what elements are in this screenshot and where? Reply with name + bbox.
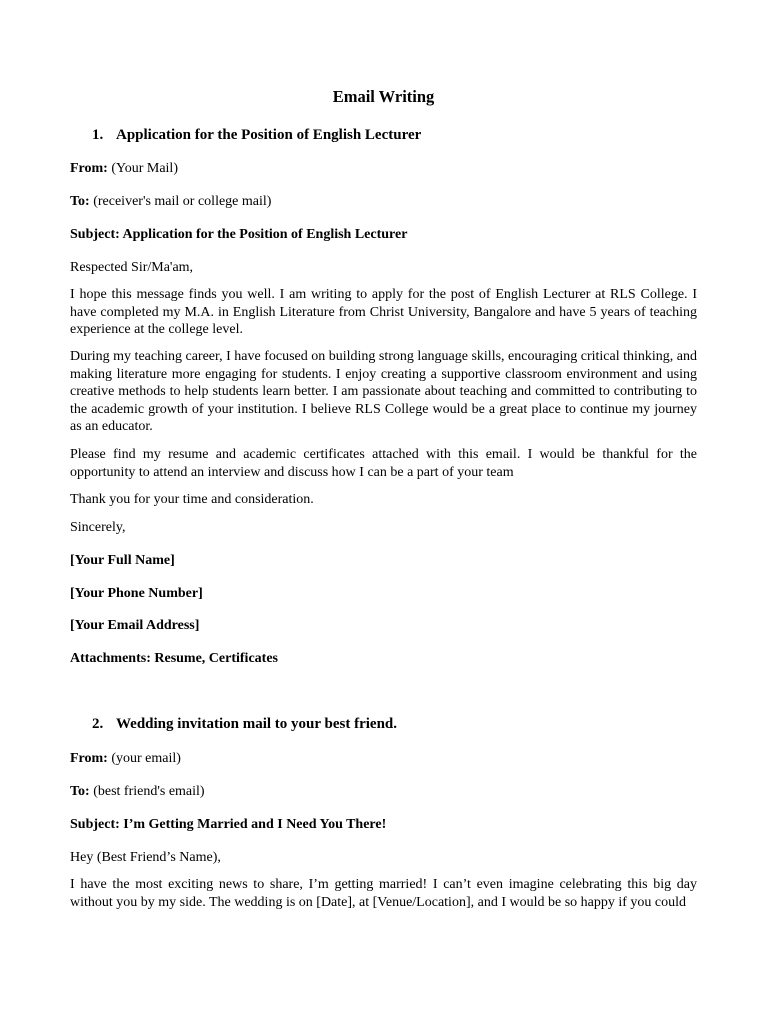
s2-paragraph-1: I have the most exciting news to share, I’m getting married! I can’t even imagine celebrating this big day without you by my side. The wedding is on [Date], at [Venue/Location], and I would be so happy if you could [70,877,697,910]
s1-to-line [70,193,697,211]
s1-paragraph-3: Please find my resume and academic certificates attached with this email. I would be thankful for the opportunity to attend an interview and discuss how I can be a part of your team [70,447,697,480]
s1-paragraph-1: I hope this message finds you well. I am writing to apply for the post of English Lecturer at RLS College. I have completed my M.A. in English Literature from Christ University, Bangalore and have 5 years of teaching experience at the college level. [70,287,697,338]
s1-to-value: (receiver's mail or college mail) [89,194,272,209]
s1-from-label: From: [70,161,108,176]
s2-greeting: Hey (Best Friend’s Name), [70,850,221,865]
s2-from-line [70,750,697,768]
s1-signature-email: [Your Email Address] [70,618,200,633]
s2-to-value: (best friend's email) [89,784,205,799]
section-1-heading [92,127,421,145]
s1-signature-phone: [Your Phone Number] [70,586,203,601]
s2-from-label: From: [70,751,108,766]
s1-signature-name: [Your Full Name] [70,553,175,568]
s1-from-line [70,160,697,178]
s1-greeting: Respected Sir/Ma'am, [70,260,194,275]
section-2-title: Wedding invitation mail to your best friend. [116,716,398,732]
section-1-number: 1. [92,127,104,143]
s1-from-value: (Your Mail) [107,161,178,176]
s2-subject: Subject: I’m Getting Married and I Need You There! [70,817,387,832]
s1-paragraph-2: During my teaching career, I have focused on building strong language skills, encouraging critical thinking, and making literature more engaging for students. I enjoy creating a supportive classroom environment and using creative methods to help students learn better. I am passionate about teaching and committed to contributing to the academic growth of your institution. I believe RLS College would be a great place to continue my journey as an educator. [70,349,697,435]
section-2-number: 2. [92,716,104,732]
s1-closing: Sincerely, [70,520,126,535]
s2-to-line [70,783,697,801]
s1-to-label: To: [70,194,90,209]
s2-from-value: (your email) [107,751,181,766]
s1-thanks: Thank you for your time and consideration. [70,492,314,507]
page-title: Email Writing [332,87,435,106]
s2-to-label: To: [70,784,90,799]
s1-attachments: Attachments: Resume, Certificates [70,651,278,666]
section-2-heading [92,716,397,734]
s1-subject: Subject: Application for the Position of English Lecturer [70,227,408,242]
section-1-title: Application for the Position of English Lecturer [116,127,422,143]
